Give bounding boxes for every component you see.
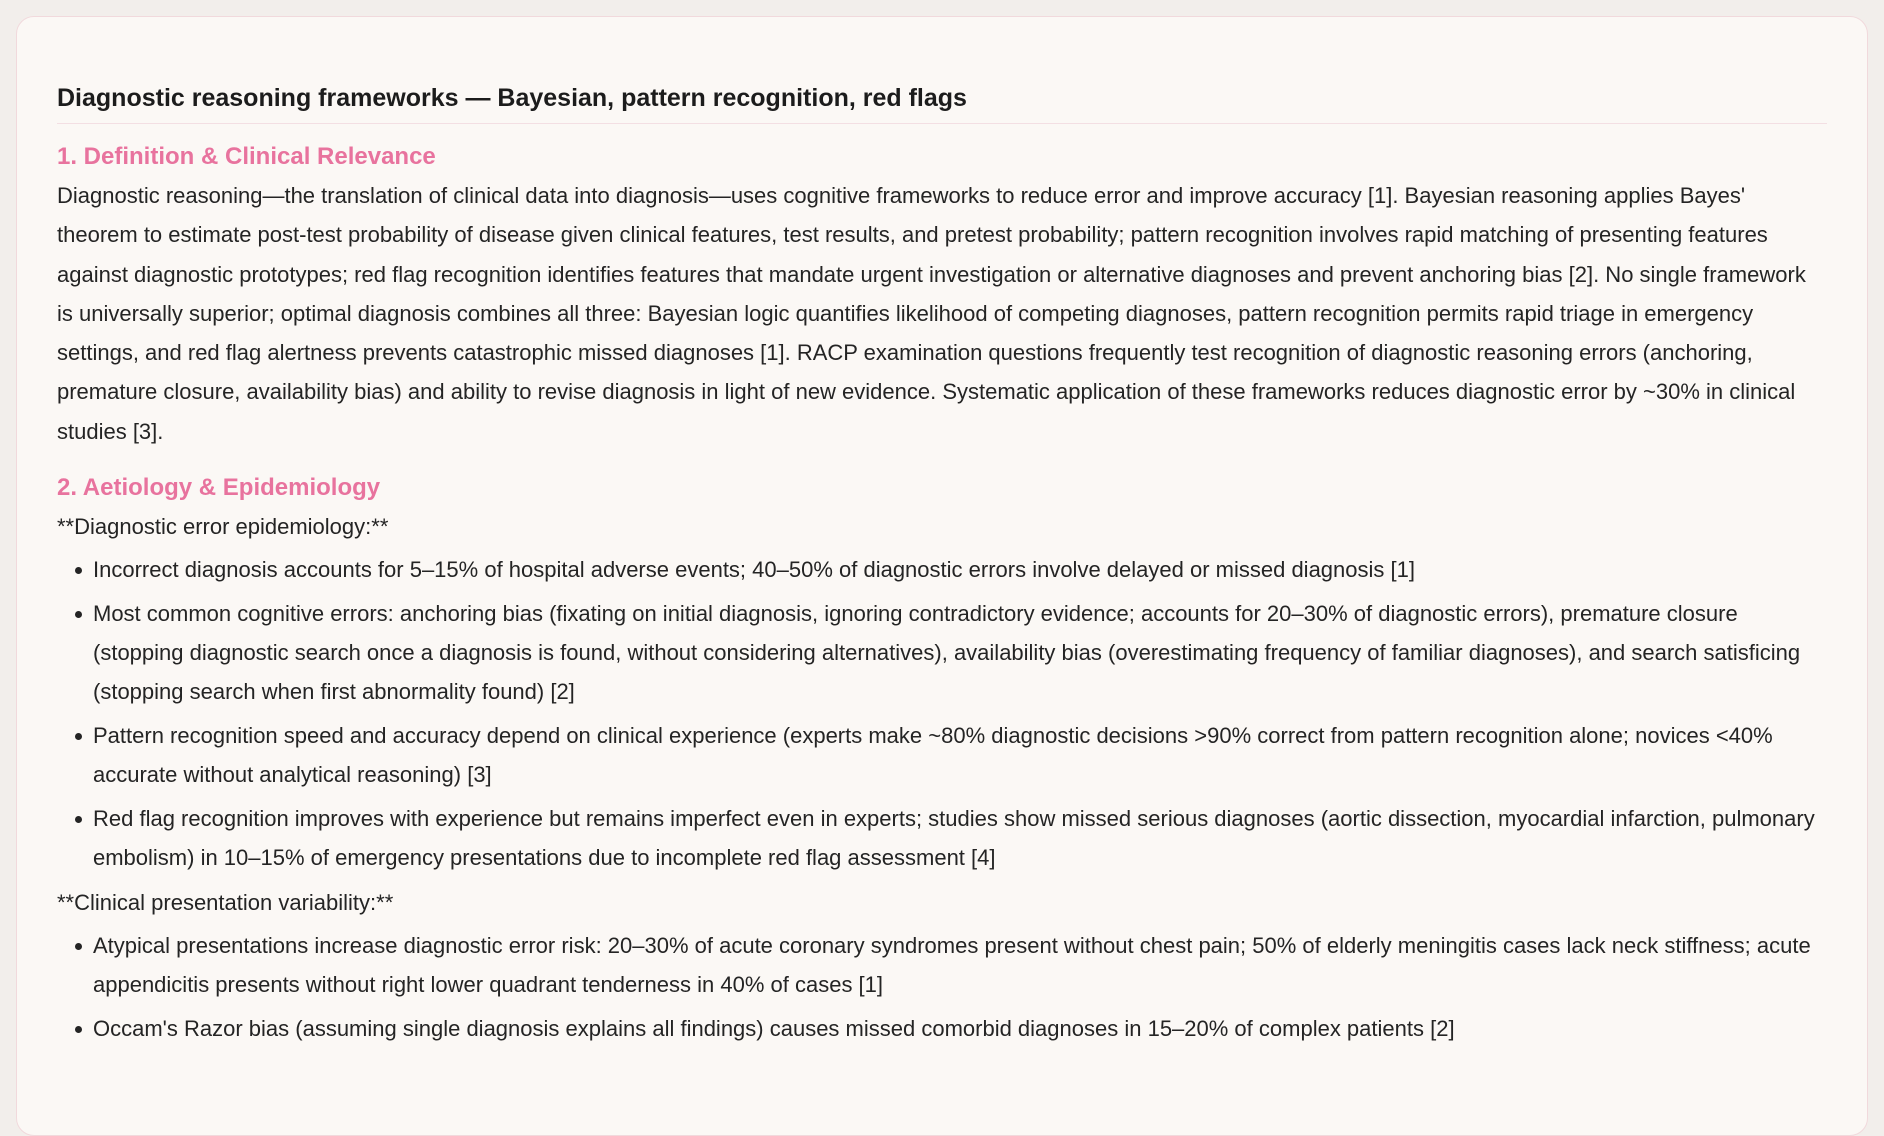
page-title: Diagnostic reasoning frameworks — Bayesian, pattern recognition, red flags: [57, 83, 1827, 124]
list-item: Red flag recognition improves with experience but remains imperfect even in experts; studies show missed serious diagnoses (aortic dissection, myocardial infarction, pulmonary embolism) in 10–15% of emergency presentations due to incomplete red flag assessment [4]: [93, 799, 1827, 877]
presentation-variability-list: [57, 926, 1827, 1048]
section-heading-definition: 1. Definition & Clinical Relevance: [57, 143, 436, 170]
definition-paragraph: Diagnostic reasoning—the translation of clinical data into diagnosis—uses cognitive frameworks to reduce error and improve accuracy [1]. Bayesian reasoning applies Bayes' theorem to estimate post-test probability of disease given clinical features, test results, and pretest probability; pattern recognition involves rapid matching of presenting features against diagnostic prototypes; red flag recognition identifies features that mandate urgent investigation or alternative diagnoses and prevent anchoring bias [2]. No single framework is universally superior; optimal diagnosis combines all three: Bayesian logic quantifies likelihood of competing diagnoses, pattern recognition permits rapid triage in emergency settings, and red flag alertness prevents catastrophic missed diagnoses [1]. RACP examination questions frequently test recognition of diagnostic reasoning errors (anchoring, premature closure, availability bias) and ability to revise diagnosis in light of new evidence. Systematic application of these frameworks reduces diagnostic error by ~30% in clinical studies [3].: [57, 183, 1806, 444]
document-card: [16, 16, 1868, 1136]
list-item: Most common cognitive errors: anchoring bias (fixating on initial diagnosis, ignoring contradictory evidence; accounts for 20–30% of diagnostic errors), premature closure (stopping diagnostic search once a diagnosis is found, without considering alternatives), availability bias (overestimating frequency of familiar diagnoses), and search satisficing (stopping search when first abnormality found) [2]: [93, 594, 1827, 711]
error-epidemiology-list: [57, 550, 1827, 877]
list-item: Pattern recognition speed and accuracy depend on clinical experience (experts make ~80% diagnostic decisions >90% correct from pattern recognition alone; novices <40% accurate without analytical reasoning) [3]: [93, 716, 1827, 794]
subheading-presentation-variability: **Clinical presentation variability:**: [57, 890, 394, 916]
section-heading-aetiology: 2. Aetiology & Epidemiology: [57, 474, 381, 502]
list-item: Atypical presentations increase diagnostic error risk: 20–30% of acute coronary syndromes present without chest pain; 50% of elderly meningitis cases lack neck stiffness; acute appendicitis presents without right lower quadrant tenderness in 40% of cases [1]: [93, 926, 1827, 1004]
list-item: Occam's Razor bias (assuming single diagnosis explains all findings) causes missed comorbid diagnoses in 15–20% of complex patients [2]: [93, 1009, 1827, 1048]
subheading-error-epidemiology: **Diagnostic error epidemiology:**: [57, 514, 389, 540]
list-item: Incorrect diagnosis accounts for 5–15% of hospital adverse events; 40–50% of diagnostic errors involve delayed or missed diagnosis [1]: [93, 550, 1827, 589]
